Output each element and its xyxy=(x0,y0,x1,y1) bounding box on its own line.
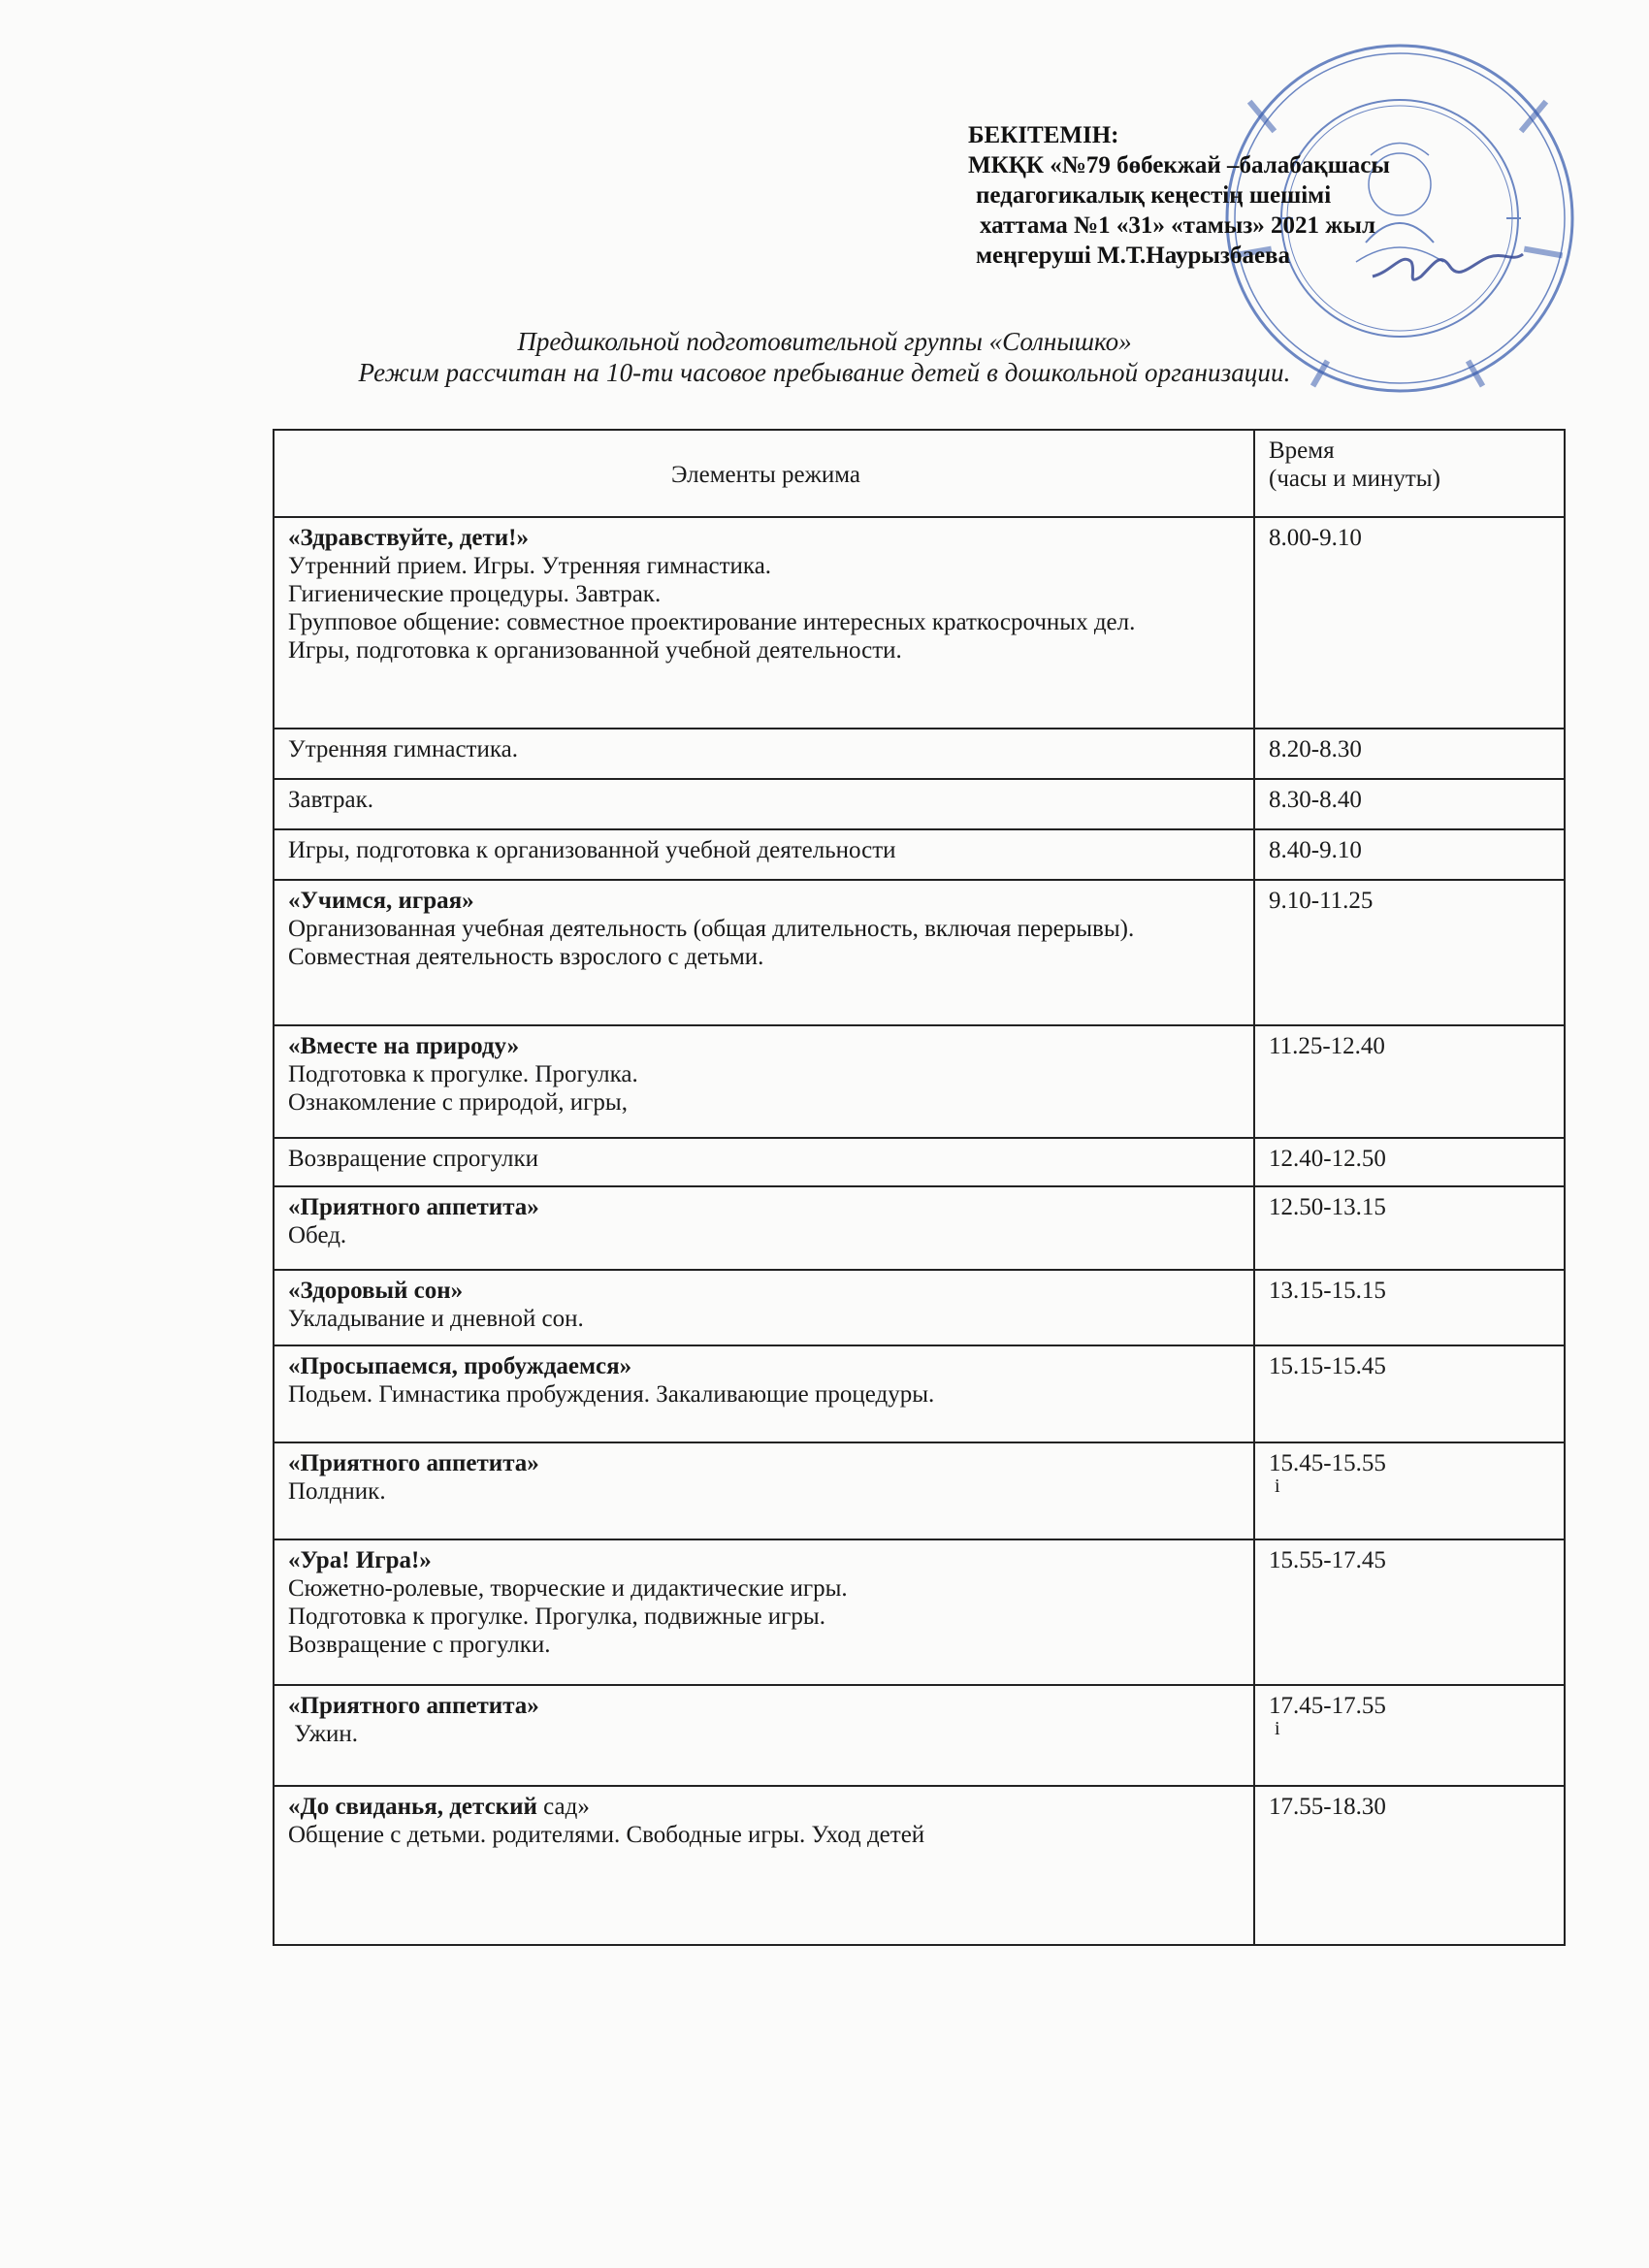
row-line: Полдник. xyxy=(288,1478,386,1505)
row-heading: «Просыпаемся, пробуждаемся» xyxy=(288,1353,632,1379)
row-heading: «Ура! Игра!» xyxy=(288,1547,432,1573)
row-elements xyxy=(274,1025,1254,1138)
row-elements xyxy=(274,1270,1254,1345)
row-line: Обед. xyxy=(288,1222,347,1248)
table-row xyxy=(274,1539,1565,1685)
row-elements xyxy=(274,1685,1254,1786)
row-time: 12.40-12.50 xyxy=(1254,1138,1565,1186)
table-row xyxy=(274,1345,1565,1442)
row-time: 17.55-18.30 xyxy=(1254,1786,1565,1945)
row-elements xyxy=(274,779,1254,829)
row-elements xyxy=(274,1442,1254,1539)
regime-subtitle: Режим рассчитан на 10-ти часовое пребывание детей в дошкольной организации. xyxy=(358,358,1291,387)
row-line: Совместная деятельность взрослого с детьми. xyxy=(288,944,764,970)
table-row xyxy=(274,779,1565,829)
row-time: 12.50-13.15 xyxy=(1254,1186,1565,1270)
row-time: 15.45-15.55 xyxy=(1269,1450,1386,1476)
row-heading: «Здоровый сон» xyxy=(288,1278,464,1304)
row-time: 15.15-15.45 xyxy=(1254,1345,1565,1442)
row-line: Завтрак. xyxy=(288,787,374,813)
row-elements xyxy=(274,829,1254,880)
row-line: Организованная учебная деятельность (общая длительность, включая перерывы). xyxy=(288,916,1135,942)
row-time: 8.30-8.40 xyxy=(1254,779,1565,829)
row-line: Подготовка к прогулке. Прогулка. xyxy=(288,1061,638,1087)
row-line: Сюжетно-ролевые, творческие и дидактические игры. xyxy=(288,1575,848,1602)
row-line: Возвращение спрогулки xyxy=(288,1146,539,1172)
row-line: Ознакомление с природой, игры, xyxy=(288,1089,628,1116)
row-heading-tail: сад» xyxy=(536,1794,590,1820)
table-row xyxy=(274,1442,1565,1539)
row-line: Ужин. xyxy=(288,1721,359,1747)
row-line: Игры, подготовка к организованной учебной деятельности. xyxy=(288,637,902,664)
row-time-mark: і xyxy=(1275,1475,1280,1497)
row-time: 9.10-11.25 xyxy=(1254,880,1565,1025)
header-elements: Элементы режима xyxy=(274,430,1254,517)
table-row xyxy=(274,1685,1565,1786)
table-row xyxy=(274,829,1565,880)
row-elements xyxy=(274,1539,1254,1685)
table-row xyxy=(274,1025,1565,1138)
table-row xyxy=(274,1138,1565,1186)
header-time xyxy=(1254,430,1565,517)
row-time: 8.00-9.10 xyxy=(1254,517,1565,729)
document-title xyxy=(146,326,1504,388)
daily-regime-table xyxy=(273,429,1566,1946)
approval-organization: МКҚК «№79 бөбекжай –балабақшасы xyxy=(968,152,1390,178)
approval-council-decision: педагогикалық кеңестің шешімі xyxy=(976,182,1332,209)
row-heading: «Приятного аппетита» xyxy=(288,1450,539,1476)
row-elements xyxy=(274,1345,1254,1442)
table-header-row xyxy=(274,430,1565,517)
row-heading: «Приятного аппетита» xyxy=(288,1693,539,1719)
row-time-cell xyxy=(1254,1685,1565,1786)
approval-block xyxy=(968,120,1550,271)
row-heading: «До свиданья, детский xyxy=(288,1794,537,1820)
row-time-mark: і xyxy=(1275,1718,1280,1739)
header-time-label: Время xyxy=(1269,437,1335,464)
row-elements xyxy=(274,880,1254,1025)
group-title: Предшкольной подготовительной группы «Солнышко» xyxy=(517,327,1132,356)
header-time-units: (часы и минуты) xyxy=(1269,466,1440,492)
row-line: Игры, подготовка к организованной учебной деятельности xyxy=(288,837,896,863)
row-heading: «Учимся, играя» xyxy=(288,888,474,914)
table-row xyxy=(274,880,1565,1025)
row-elements xyxy=(274,1186,1254,1270)
row-elements xyxy=(274,729,1254,779)
row-time: 11.25-12.40 xyxy=(1254,1025,1565,1138)
table-row xyxy=(274,1786,1565,1945)
row-time: 15.55-17.45 xyxy=(1254,1539,1565,1685)
row-time: 8.20-8.30 xyxy=(1254,729,1565,779)
approval-heading: БЕКІТЕМІН: xyxy=(968,122,1119,148)
row-heading-line xyxy=(288,1793,1244,1821)
row-line: Укладывание и дневной сон. xyxy=(288,1306,584,1332)
row-elements xyxy=(274,1138,1254,1186)
row-line: Утренняя гимнастика. xyxy=(288,736,518,762)
approval-protocol: хаттама №1 «31» «тамыз» 2021 жыл xyxy=(980,212,1375,239)
row-heading: «Приятного аппетита» xyxy=(288,1194,539,1220)
row-line: Утренний прием. Игры. Утренняя гимнастика. xyxy=(288,553,772,579)
row-time: 17.45-17.55 xyxy=(1269,1693,1386,1719)
row-time-cell xyxy=(1254,1442,1565,1539)
row-heading: «Вместе на природу» xyxy=(288,1033,520,1059)
table-row xyxy=(274,1186,1565,1270)
row-line: Гигиенические процедуры. Завтрак. xyxy=(288,581,662,607)
row-elements xyxy=(274,1786,1254,1945)
approval-head: меңгеруші М.Т.Наурызбаева xyxy=(976,243,1291,269)
row-time: 8.40-9.10 xyxy=(1254,829,1565,880)
row-line: Подьем. Гимнастика пробуждения. Закаливающие процедуры. xyxy=(288,1381,935,1408)
row-line: Подготовка к прогулке. Прогулка, подвижные игры. xyxy=(288,1604,825,1630)
table-row xyxy=(274,1270,1565,1345)
row-time: 13.15-15.15 xyxy=(1254,1270,1565,1345)
row-heading: «Здравствуйте, дети!» xyxy=(288,525,529,551)
row-line: Возвращение с прогулки. xyxy=(288,1632,551,1658)
row-elements xyxy=(274,517,1254,729)
row-line: Групповое общение: совместное проектирование интересных краткосрочных дел. xyxy=(288,609,1136,635)
row-line: Общение с детьми. родителями. Свободные игры. Уход детей xyxy=(288,1822,925,1848)
table-row xyxy=(274,517,1565,729)
table-row xyxy=(274,729,1565,779)
